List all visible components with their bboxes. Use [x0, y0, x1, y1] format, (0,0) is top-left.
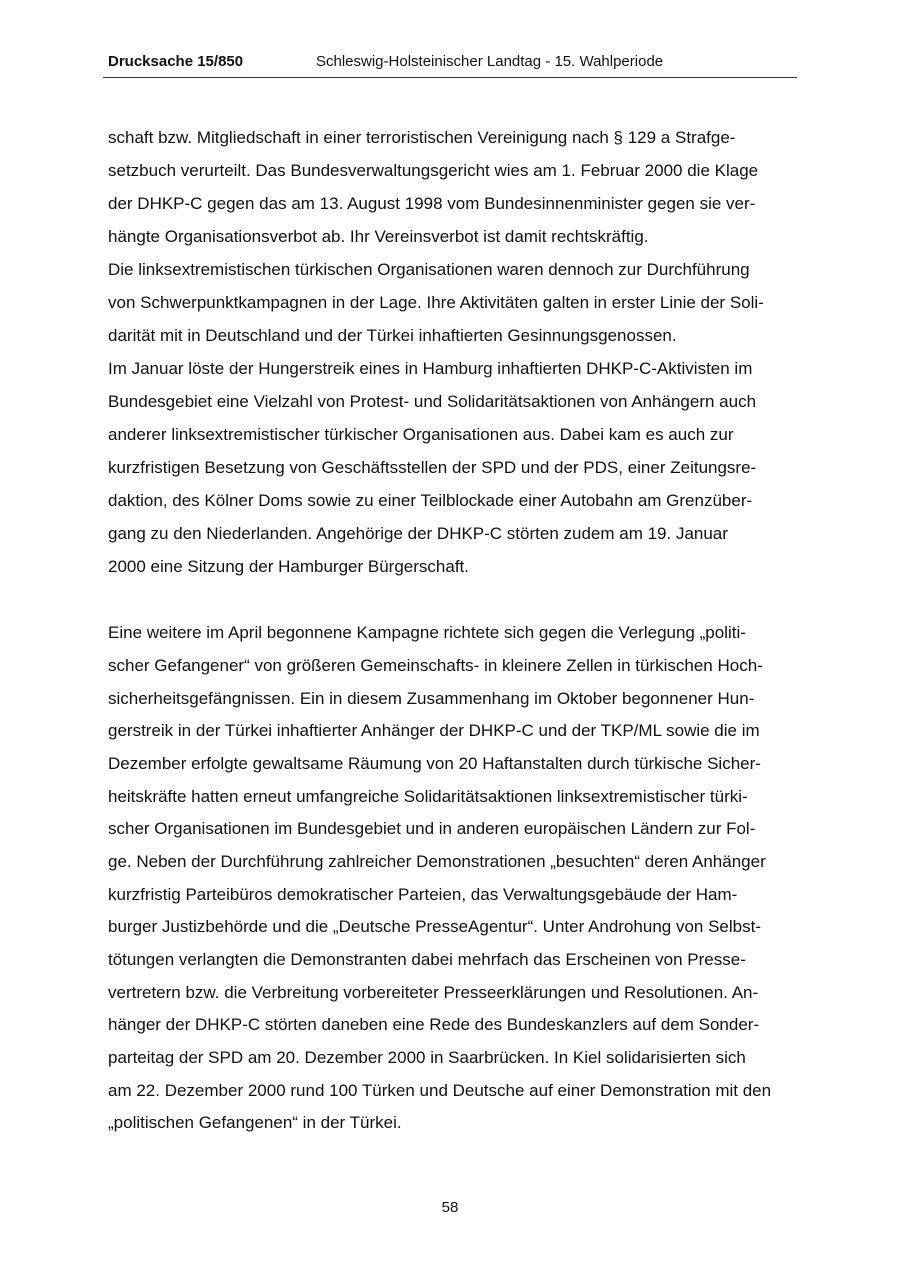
text-line: hänger der DHKP-C störten daneben eine Rede des Bundeskanzlers auf dem Sonder- [108, 1015, 760, 1034]
text-line: kurzfristig Parteibüros demokratischer Parteien, das Verwaltungsgebäude der Ham- [108, 885, 738, 904]
text-line: der DHKP-C gegen das am 13. August 1998 vom Bundesinnenminister gegen sie ver- [108, 194, 756, 213]
text-line: heitskräfte hatten erneut umfangreiche Solidaritätsaktionen linksextremistischer türki- [108, 787, 748, 806]
text-line: scher Organisationen im Bundesgebiet und in anderen europäischen Ländern zur Fol- [108, 819, 756, 838]
text-line: scher Gefangener“ von größeren Gemeinschafts- in kleinere Zellen in türkischen Hoch- [108, 656, 763, 675]
text-line: sicherheitsgefängnissen. Ein in diesem Zusammenhang im Oktober begonnener Hun- [108, 689, 755, 708]
text-line: Die linksextremistischen türkischen Organisationen waren dennoch zur Durchführung [108, 260, 750, 279]
text-line: vertretern bzw. die Verbreitung vorbereiteter Presseerklärungen und Resolutionen. An- [108, 983, 759, 1002]
text-line: Bundesgebiet eine Vielzahl von Protest- und Solidaritätsaktionen von Anhängern auch [108, 392, 757, 411]
text-line: Dezember erfolgte gewaltsame Räumung von 20 Haftanstalten durch türkische Sicher- [108, 754, 761, 773]
text-line: tötungen verlangten die Demonstranten dabei mehrfach das Erscheinen von Presse- [108, 950, 746, 969]
text-line: Eine weitere im April begonnene Kampagne richtete sich gegen die Verlegung „politi- [108, 623, 746, 642]
text-line: gang zu den Niederlanden. Angehörige der DHKP-C störten zudem am 19. Januar [108, 524, 728, 543]
text-line: setzbuch verurteilt. Das Bundesverwaltungsgericht wies am 1. Februar 2000 die Klage [108, 161, 759, 180]
text-line: ge. Neben der Durchführung zahlreicher Demonstrationen „besuchten“ deren Anhänger [108, 852, 766, 871]
text-line: „politischen Gefangenen“ in der Türkei. [108, 1113, 402, 1132]
page-header [103, 50, 797, 78]
text-line: darität mit in Deutschland und der Türkei inhaftierten Gesinnungsgenossen. [108, 326, 677, 345]
document-number: Drucksache 15/850 [108, 53, 244, 70]
text-line: am 22. Dezember 2000 rund 100 Türken und Deutsche auf einer Demonstration mit den [108, 1081, 772, 1100]
text-line: hängte Organisationsverbot ab. Ihr Vereinsverbot ist damit rechtskräftig. [108, 227, 649, 246]
text-line: gerstreik in der Türkei inhaftierter Anhänger der DHKP-C und der TKP/ML sowie die im [108, 721, 760, 740]
text-line: kurzfristigen Besetzung von Geschäftsstellen der SPD und der PDS, einer Zeitungsre- [108, 458, 757, 477]
text-line: parteitag der SPD am 20. Dezember 2000 in Saarbrücken. In Kiel solidarisierten sich [108, 1048, 746, 1067]
text-line: daktion, des Kölner Doms sowie zu einer Teilblockade einer Autobahn am Grenzüber- [108, 491, 753, 510]
text-line: 2000 eine Sitzung der Hamburger Bürgerschaft. [108, 557, 469, 576]
text-line: von Schwerpunktkampagnen in der Lage. Ihre Aktivitäten galten in erster Linie der Soli- [108, 293, 764, 312]
text-line: anderer linksextremistischer türkischer Organisationen aus. Dabei kam es auch zur [108, 425, 734, 444]
page-number: 58 [441, 1199, 459, 1216]
text-line: burger Justizbehörde und die „Deutsche PresseAgentur“. Unter Androhung von Selbst- [108, 917, 761, 936]
text-line: Im Januar löste der Hungerstreik eines in Hamburg inhaftierten DHKP-C-Aktivisten im [108, 359, 753, 378]
parliament-title: Schleswig-Holsteinischer Landtag - 15. Wahlperiode [316, 53, 664, 70]
text-line: schaft bzw. Mitgliedschaft in einer terroristischen Vereinigung nach § 129 a Strafge- [108, 128, 736, 147]
